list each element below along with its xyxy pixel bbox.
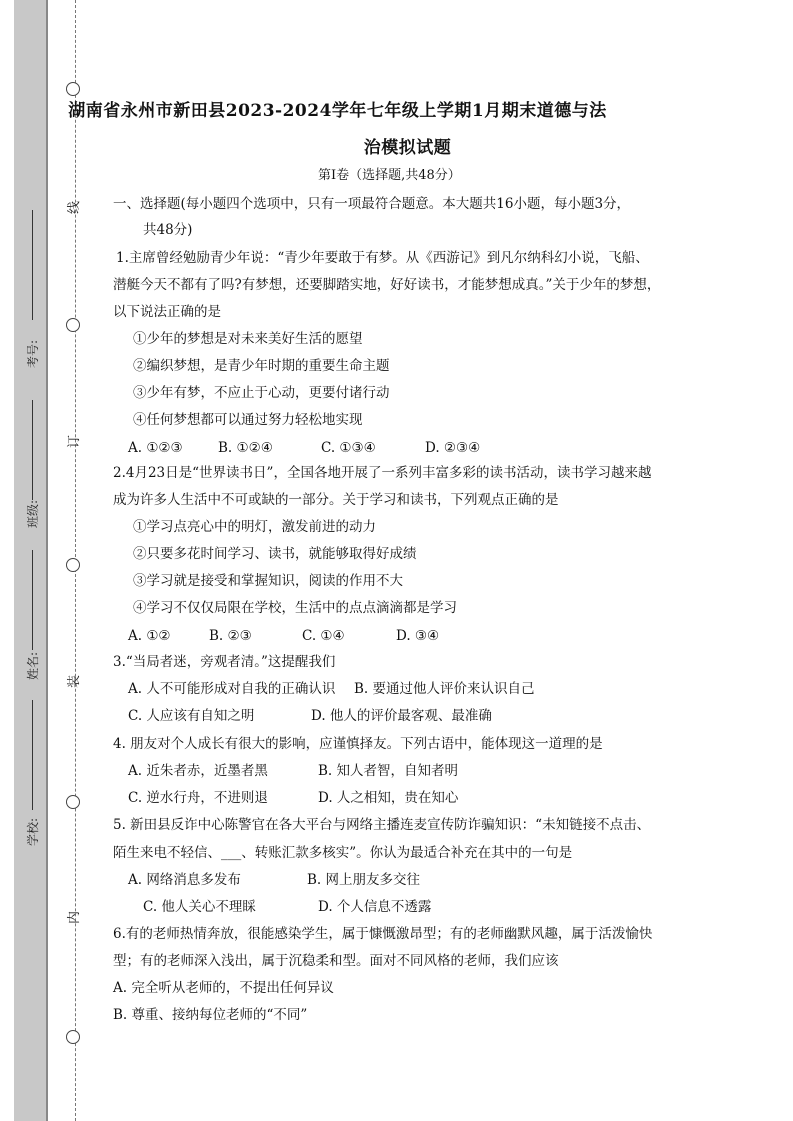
part-header: 第Ⅰ卷（选择题,共48分） [318,168,461,183]
fill-line-xingming [32,550,33,650]
q1-stem: 以下说法正确的是 [113,304,221,320]
label-xingming: 姓名: [26,651,40,680]
page-title-cont: 治模拟试题 [363,138,452,158]
q1-item: ②编织梦想，是青少年时期的重要生命主题 [133,358,390,374]
binding-hole [66,82,80,96]
q5-stem: 5. 新田县反诈中心陈警官在各大平台与网络主播连麦宣传防诈骗知识：“未知链接不点击、 [113,817,651,833]
q1-stem: 1.主席曾经勉励青少年说：“青少年要敢于有梦。从《西游记》到凡尔纳科幻小说，飞船、 [116,250,649,266]
q2-option-b: B. ②③ [209,628,252,644]
q5-option-a: A. 网络消息多发布 [128,872,241,888]
side-char-xian: 线 [67,200,83,215]
q1-option-c: C. ①③④ [321,440,376,456]
q6-option-b: B. 尊重、接纳每位老师的“不同” [113,1007,308,1023]
page-title: 湖南省永州市新田县2023-2024学年七年级上学期1月期末道德与法 [68,101,607,121]
q2-item: ③学习就是接受和掌握知识，阅读的作用不大 [133,573,403,589]
q4-option-d: D. 人之相知，贵在知心 [318,790,459,806]
q1-stem: 潜艇今天不都有了吗?有梦想，还要脚踏实地，好好读书，才能梦想成真。”关于少年的梦想， [113,277,661,293]
side-char-zhuang: 装 [67,674,83,689]
q3-option-a: A. 人不可能形成对自我的正确认识 [128,681,336,697]
q3-stem: 3.“当局者迷，旁观者清。”这提醒我们 [113,654,336,670]
q3-option-b: B. 要通过他人评价来认识自己 [354,681,535,697]
q1-option-a: A. ①②③ [128,440,183,456]
binding-hole [66,318,80,332]
q2-item: ①学习点亮心中的明灯，激发前进的动力 [133,519,376,535]
q1-option-b: B. ①②④ [218,440,273,456]
q6-option-a: A. 完全听从老师的，不提出任何异议 [113,980,334,996]
binding-hole [66,1030,80,1044]
q2-item: ②只要多花时间学习、读书，就能够取得好成绩 [133,546,417,562]
label-xuexiao: 学校: [26,817,40,846]
side-char-ding: 订 [67,434,83,449]
section-heading: 一、选择题(每小题四个选项中，只有一项最符合题意。本大题共16小题，每小题3分， [113,196,631,212]
q1-option-d: D. ②③④ [425,440,481,456]
q2-option-a: A. ①② [128,628,171,644]
q4-option-c: C. 逆水行舟，不进则退 [128,790,268,806]
q6-stem: 型；有的老师深入浅出，属于沉稳柔和型。面对不同风格的老师，我们应该 [113,953,559,969]
q4-option-b: B. 知人者智，自知者明 [318,763,459,779]
q3-option-c: C. 人应该有自知之明 [128,708,255,724]
binding-strip [14,0,48,1121]
q5-option-c: C. 他人关心不理睬 [143,899,256,915]
label-banji: 班级: [26,499,40,528]
q2-stem: 成为许多人生活中不可或缺的一部分。关于学习和读书，下列观点正确的是 [113,492,559,508]
label-kaohao: 考号: [26,339,40,368]
q2-stem: 2.4月23日是“世界读书日”，全国各地开展了一系列丰富多彩的读书活动，读书学习越来越 [113,465,652,481]
fill-line-kaohao [32,210,33,320]
section-heading-cont: 共48分) [143,222,193,238]
binding-hole [66,795,80,809]
q5-stem: 陌生来电不轻信、___、转账汇款多核实”。你认为最适合补充在其中的一句是 [113,845,573,861]
q1-item: ④任何梦想都可以通过努力轻松地实现 [133,412,363,428]
q2-option-d: D. ③④ [396,628,440,644]
q4-stem: 4. 朋友对个人成长有很大的影响，应谨慎择友。下列古语中，能体现这一道理的是 [113,736,603,752]
side-char-nei: 内 [67,910,83,925]
binding-hole [66,558,80,572]
q4-option-a: A. 近朱者赤，近墨者黑 [128,763,268,779]
fill-line-xuexiao [32,700,33,810]
fill-line-banji [32,400,33,500]
q2-item: ④学习不仅仅局限在学校，生活中的点点滴滴都是学习 [133,600,457,616]
q2-option-c: C. ①④ [302,628,345,644]
q5-option-d: D. 个人信息不透露 [318,899,432,915]
q1-item: ①少年的梦想是对未来美好生活的愿望 [133,331,363,347]
q6-stem: 6.有的老师热情奔放，很能感染学生，属于慷慨激昂型；有的老师幽默风趣，属于活泼愉快 [113,926,653,942]
q5-option-b: B. 网上朋友多交往 [307,872,421,888]
q3-option-d: D. 他人的评价最客观、最准确 [311,708,492,724]
q1-item: ③少年有梦，不应止于心动，更要付诸行动 [133,385,390,401]
